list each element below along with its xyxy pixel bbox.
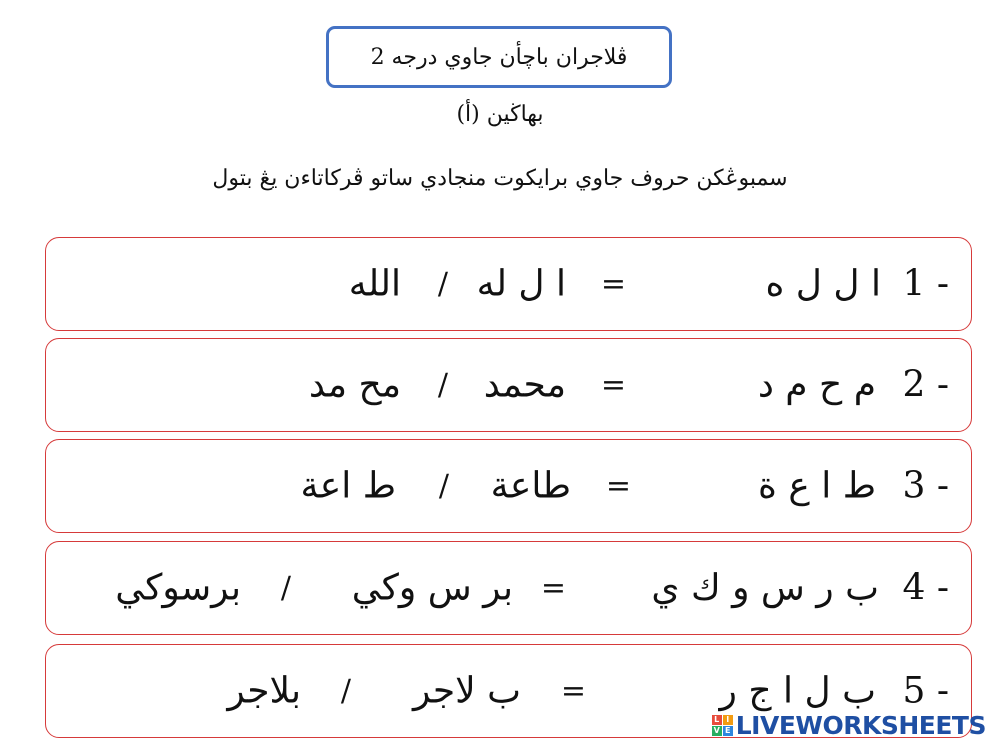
logo-letter: E: [723, 726, 733, 736]
exercise-row-1: [45, 237, 972, 331]
option-separator: /: [437, 266, 448, 302]
logo-letter: V: [713, 725, 720, 735]
separate-letters: ب ر س و ك ي: [651, 567, 879, 609]
instruction-text: سمبوڠكن حروف جاوي برايكوت منجادي ساتو ڤركاتاءن يڠ بتول: [212, 166, 788, 191]
logo-text: LIVEWORKSHEETS: [735, 710, 986, 740]
option-separator: /: [438, 468, 449, 504]
answer-option-2[interactable]: ط اعة: [300, 465, 396, 507]
section-label: بهاڬين (أ): [456, 102, 544, 127]
worksheet-title-box: [326, 26, 672, 88]
logo-letter: I: [723, 715, 733, 725]
separate-letters: م ح م د: [757, 364, 876, 406]
equals-sign: =: [605, 468, 631, 504]
equals-sign: =: [560, 673, 586, 709]
exercise-row-3: [45, 439, 972, 533]
answer-option-2[interactable]: برسوكي: [115, 567, 241, 609]
answer-option-2[interactable]: بلاجر: [227, 670, 301, 712]
row-number: 3 -: [902, 465, 949, 507]
answer-option-1[interactable]: طاعة: [490, 465, 571, 507]
separate-letters: ا ل ل ه: [765, 263, 881, 305]
row-number: 4 -: [902, 567, 949, 609]
row-number: 5 -: [902, 670, 949, 712]
answer-option-1[interactable]: محمد: [483, 364, 566, 406]
option-separator: /: [437, 367, 448, 403]
equals-sign: =: [600, 266, 626, 302]
row-number: 1 -: [902, 263, 949, 305]
option-separator: /: [340, 673, 351, 709]
exercise-row-2: [45, 338, 972, 432]
equals-sign: =: [540, 570, 566, 606]
answer-option-1[interactable]: ا ل له: [476, 263, 566, 305]
logo-letter: L: [712, 715, 722, 725]
option-separator: /: [280, 570, 291, 606]
equals-sign: =: [600, 367, 626, 403]
separate-letters: ب ل ا ج ر: [719, 670, 876, 712]
worksheet-title: ڤلاجران باچأن جاوي درجه 2: [370, 44, 628, 70]
exercise-row-4: [45, 541, 972, 635]
answer-option-2[interactable]: مح مد: [308, 364, 401, 406]
answer-option-2[interactable]: الله: [348, 263, 401, 305]
answer-option-1[interactable]: بر س وكي: [351, 567, 513, 609]
separate-letters: ط ا ع ة: [758, 465, 876, 507]
liveworksheets-logo: [712, 710, 986, 740]
answer-option-1[interactable]: ب لاجر: [413, 670, 521, 712]
logo-mark-icon: [712, 715, 733, 736]
row-number: 2 -: [902, 364, 949, 406]
